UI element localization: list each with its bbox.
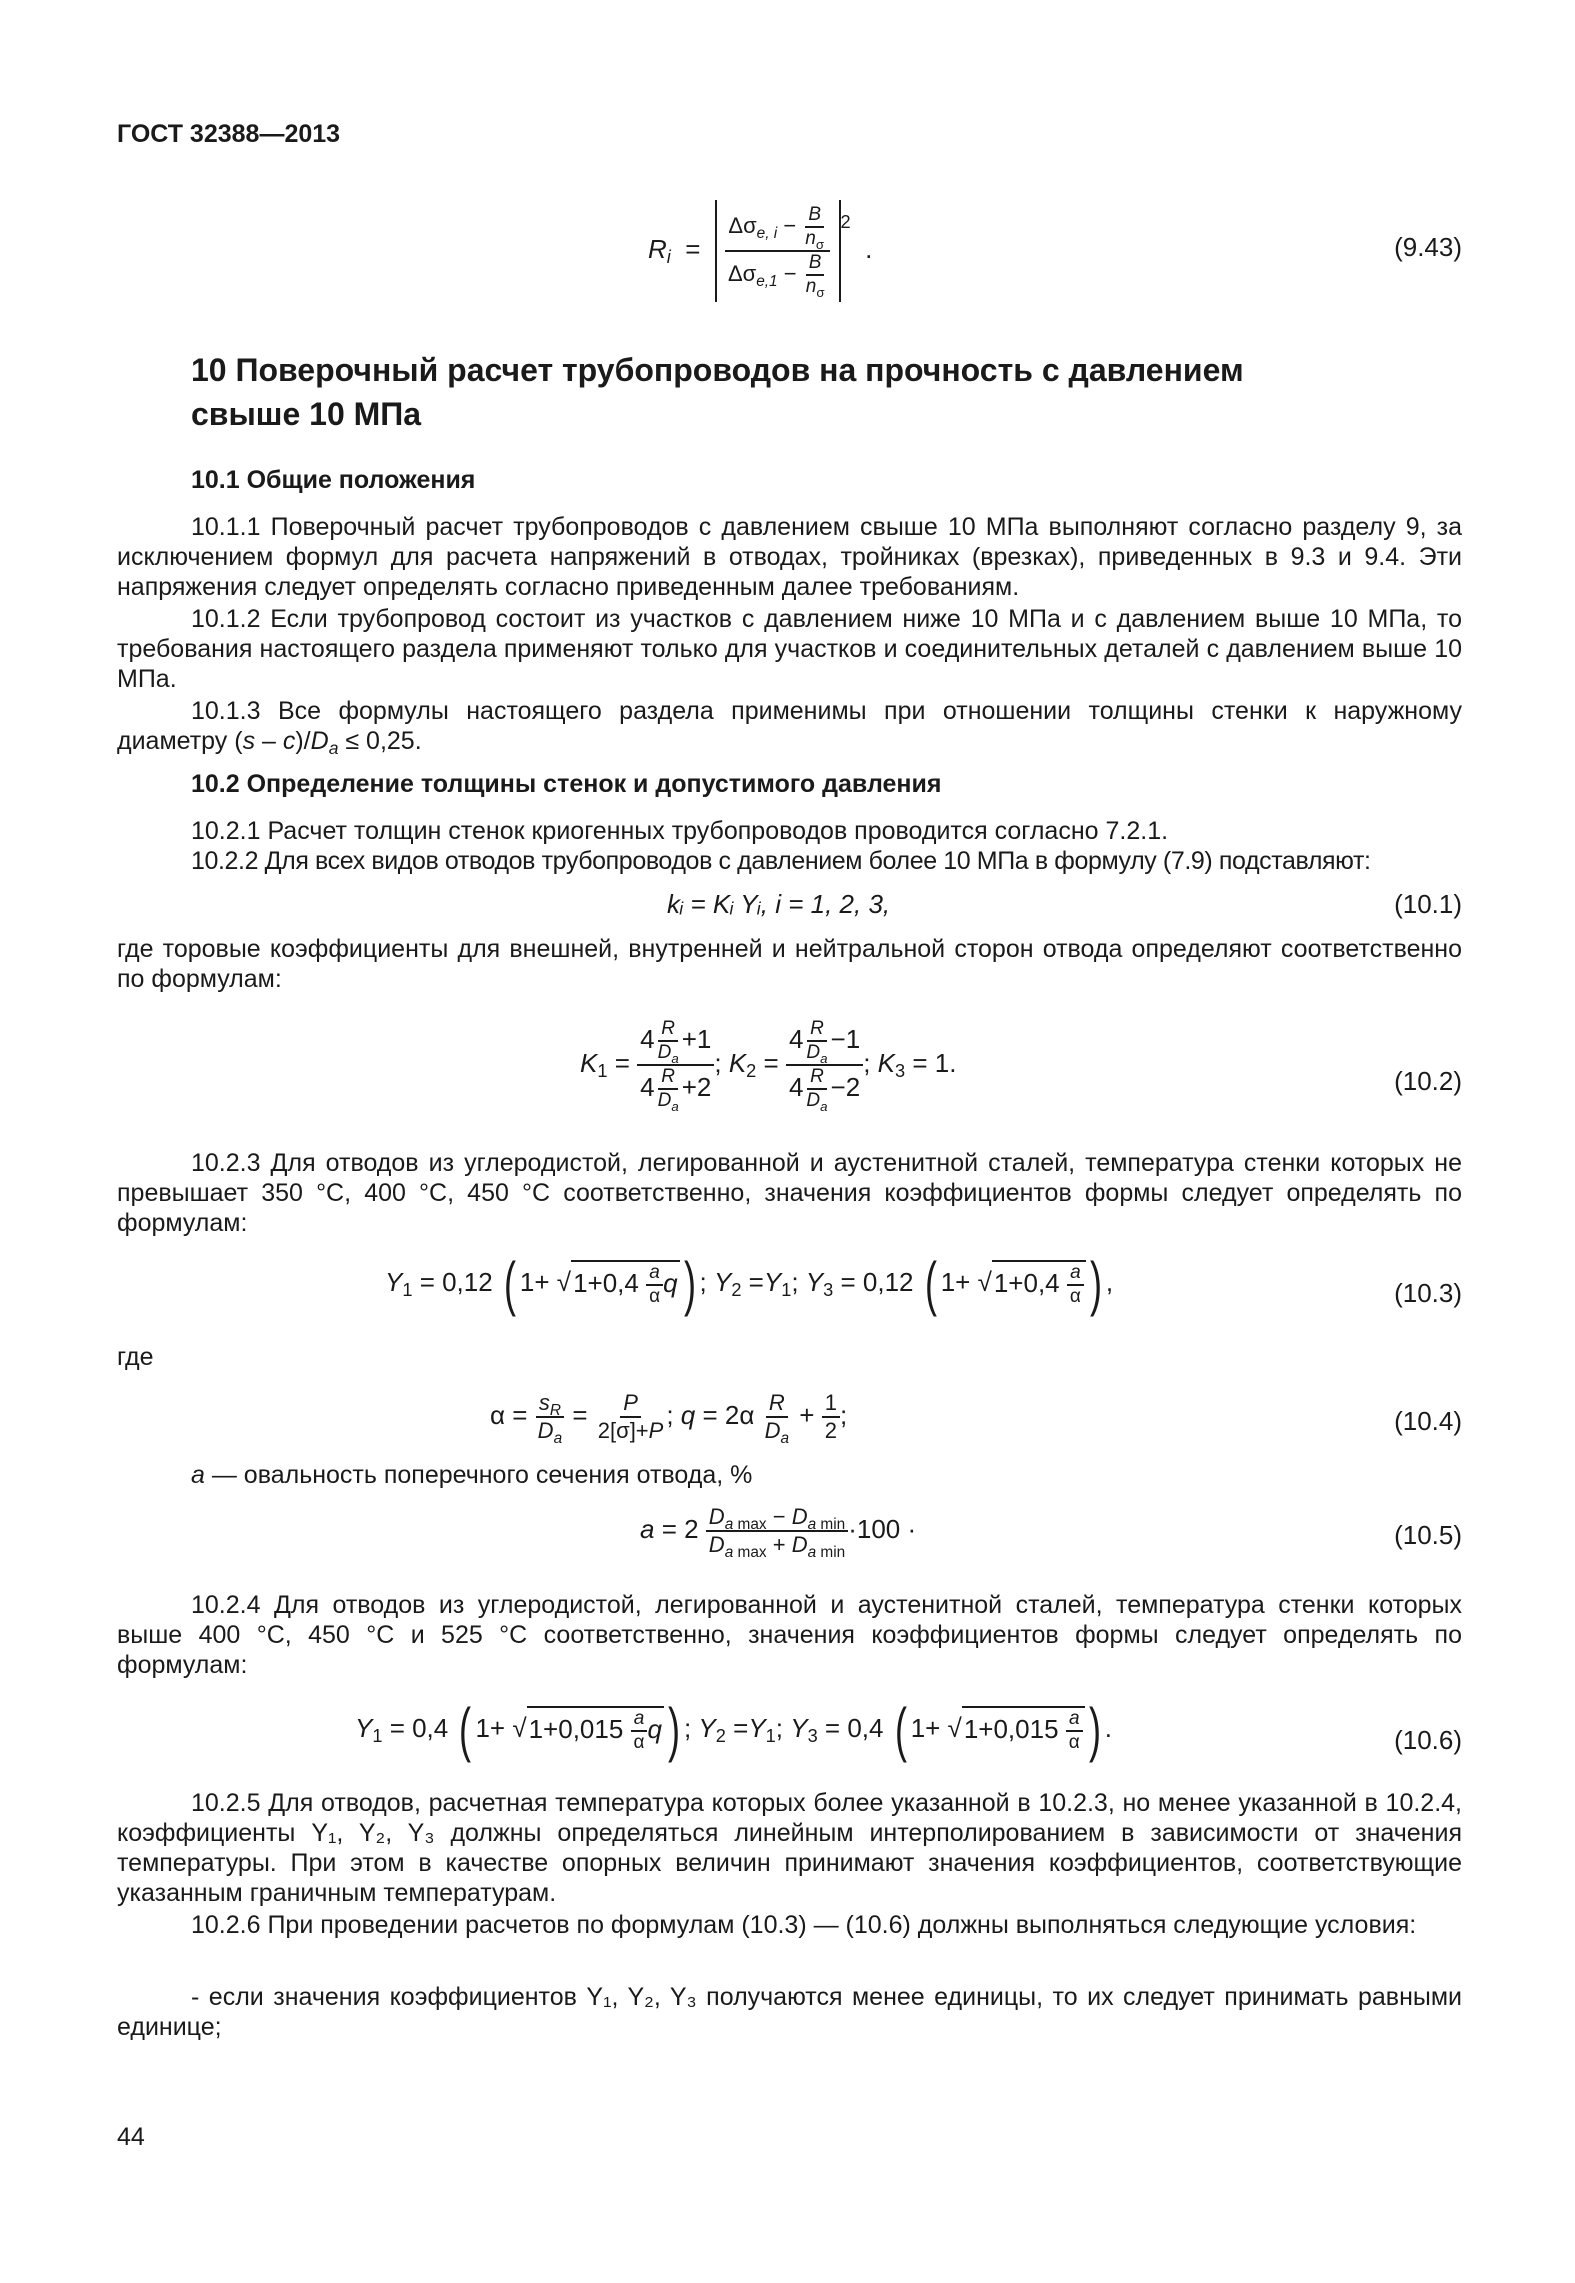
- eq943-power: 2: [840, 211, 851, 232]
- ovality-text: — овальность поперечного сечения отвода, %: [204, 1461, 753, 1489]
- heading-10-2: 10.2 Определение толщины стенок и допустимого давления: [191, 770, 942, 798]
- eq943-n: n: [805, 228, 816, 249]
- paragraph-torus-coeffs: где торовые коэффициенты для внешней, внутренней и нейтральной сторон отвода определяют соответственно по формулам:: [117, 935, 1462, 993]
- eq943-lhs-sub: i: [666, 246, 671, 267]
- eq943-lhs: R: [648, 233, 667, 264]
- eq943-n-2: n: [805, 276, 817, 297]
- paragraph-10-1-2: [117, 604, 1462, 694]
- equation-number-10-2: (10.2): [1394, 1066, 1462, 1096]
- paragraph-10-2-3: [117, 1148, 1462, 1238]
- paragraph-10-1-2-text: 10.1.2 Если трубопровод состоит из участков с давлением ниже 10 МПа и с давлением выше 10 МПа, то требования настоящего раздела применяют только для участков и соединительных деталей с давлением выше 10 МПа.: [117, 605, 1462, 693]
- p3-b: –: [255, 727, 283, 755]
- paragraph-condition-1-text: - если значения коэффициентов Y₁, Y₂, Y₃ получаются менее единицы, то их следует принимать равными единице;: [117, 1983, 1462, 2041]
- equation-10-4: α = $\frac{s_R}{D_a}$ = $\frac{P}{2[\sigma]+P}$ ; q = 2α $\frac{R}{D_a}$ + $\frac{1}{2}$ ;: [490, 1390, 848, 1447]
- eq102-k1-fraction: 4 $\frac{R}{D_a}$ +1 4 $\frac{R}{D_a}$ +2: [637, 1018, 714, 1112]
- equation-number-10-6: (10.6): [1394, 1725, 1462, 1755]
- eq943-sigma-sub-2: σ: [816, 285, 825, 300]
- equation-10-5: a = 2 $\frac{D_{a max} - D_{a min}}{D_{a max} + D_{a min}}$ ·100 ·: [640, 1504, 917, 1561]
- paragraph-10-2-6-text: 10.2.6 При проведении расчетов по формулам (10.3) — (10.6) должны выполняться следующие условия:: [191, 1911, 1417, 1939]
- p3-D: D: [310, 727, 329, 755]
- heading-10-1: 10.1 Общие положения: [191, 466, 476, 494]
- eq943-num-delta: Δσ: [728, 212, 757, 238]
- eq943-fraction: [725, 204, 831, 298]
- eq943-den-sub: e,1: [756, 272, 778, 290]
- equation-number-10-5: (10.5): [1394, 1520, 1462, 1550]
- p3-s: s: [242, 727, 256, 755]
- equation-9-43: $R_i$ = $\Delta\sigma_{e, i}$ − $\frac{B}{n_\sigma}$ $\Delta\sigma_{e,1}$ − $\frac{B}{n_\sigma}$ $^2$ .: [648, 200, 872, 302]
- p3-d: )/: [295, 727, 311, 755]
- p3-e: ≤ 0,25.: [338, 727, 422, 755]
- equation-number-9-43: (9.43): [1394, 232, 1462, 262]
- label-where: где: [117, 1343, 154, 1371]
- paragraph-10-2-1: [117, 816, 1462, 846]
- paragraph-10-2-2: [117, 846, 1462, 876]
- eq102-k2-fraction: 4 $\frac{R}{D_a}$ −1 4 $\frac{R}{D_a}$ −2: [786, 1018, 863, 1112]
- paragraph-10-2-5-text: 10.2.5 Для отводов, расчетная температура которых более указанной в 10.2.3, но менее указанной в 10.2.4, коэффициенты Y₁, Y₂, Y₃ должны определяться линейным интерполированием в зависимости от значения температуры. При этом в качестве опорных величин принимают значения коэффициентов, соответствующие указанным граничным температурам.: [117, 1789, 1462, 1907]
- section-title-line2: свыше 10 МПа: [191, 396, 422, 432]
- equation-10-6: $Y_1 = 0,4$ ( 1+ √1+0,015 $\frac{a}{\alpha}$ q) ; $Y_2 =Y_1$; $Y_3 = 0,4$ ( 1+ √1+0,015 $\frac{a}{\alpha}$ ) .: [355, 1696, 1112, 1763]
- paragraph-10-1-3: [117, 696, 1462, 756]
- eq943-B-2: B: [806, 252, 825, 276]
- paragraph-10-1-1: [117, 512, 1462, 602]
- paragraph-10-2-6: [117, 1910, 1462, 1940]
- paragraph-10-2-5: [117, 1788, 1462, 1908]
- equation-number-10-1: (10.1): [1394, 889, 1462, 919]
- page-number: 44: [117, 2123, 145, 2151]
- p3-c: c: [282, 727, 296, 755]
- paragraph-10-2-4: [117, 1590, 1462, 1680]
- p3-Dsub: a: [328, 738, 339, 758]
- eq943-minus-2: −: [783, 260, 797, 286]
- document-header: ГОСТ 32388—2013: [117, 120, 341, 148]
- paragraph-10-1-1-text: 10.1.1 Поверочный расчет трубопроводов с давлением свыше 10 МПа выполняют согласно разделу 9, за исключением формул для расчета напряжений в отводах, тройниках (врезках), приведенных в 9.3 и 9.4. Эти напряжения следует определять согласно приведенным далее требованиям.: [117, 513, 1462, 601]
- paragraph-10-2-1-text: 10.2.1 Расчет толщин стенок криогенных трубопроводов проводится согласно 7.2.1.: [191, 817, 1169, 845]
- eq943-num-sub: e, i: [756, 224, 778, 242]
- section-title-line1: 10 Поверочный расчет трубопроводов на прочность с давлением: [191, 352, 1244, 388]
- p3-a: 10.1.3 Все формулы настоящего раздела применимы при отношении толщины стенки к наружному диаметру (: [117, 697, 1462, 755]
- paragraph-condition-1: [117, 1982, 1462, 2042]
- section-title: [191, 348, 1391, 436]
- eq943-b-over-n: [802, 204, 827, 250]
- eq943-minus: −: [783, 212, 797, 238]
- equation-10-3: $Y_1 = 0,12$ ( 1+ √1+0,4 $\frac{a}{\alpha}$ q) ; $Y_2 =Y_1$; $Y_3 = 0,12$ ( 1+ √1+0,4 $\frac{a}{\alpha}$ ) ,: [385, 1250, 1114, 1317]
- paragraph-10-2-3-text: 10.2.3 Для отводов из углеродистой, легированной и аустенитной сталей, температура стенки которых не превышает 350 °C, 400 °C, 450 °C соответственно, значения коэффициентов формы следует определять по формулам:: [117, 1149, 1462, 1237]
- eq943-b-over-n-2: [803, 252, 828, 298]
- paragraph-10-2-4-text: 10.2.4 Для отводов из углеродистой, легированной и аустенитной сталей, температура стенки которых выше 400 °C, 450 °C и 525 °C соответственно, значения коэффициентов формы следует определять по формулам:: [117, 1591, 1462, 1679]
- equation-10-1: kᵢ = Kᵢ Yᵢ, i = 1, 2, 3,: [667, 889, 891, 919]
- equation-number-10-3: (10.3): [1394, 1278, 1462, 1308]
- equation-number-10-4: (10.4): [1394, 1406, 1462, 1436]
- eq943-den-delta: Δσ: [727, 260, 757, 286]
- ovality-a: a: [191, 1461, 205, 1489]
- eq943-B: B: [805, 204, 824, 228]
- paragraph-ovality: [191, 1460, 1461, 1490]
- paragraph-10-2-2-text: 10.2.2 Для всех видов отводов трубопроводов с давлением более 10 МПа в формулу (7.9) подставляют:: [191, 847, 1371, 875]
- equation-10-2: $K_1$ = 4 $\frac{R}{D_a}$ +1 4 $\frac{R}{D_a}$ +2 ; $K_2$ = 4 $\frac{R}{D_a}$ −1 4 $\frac{R}{D_a}$ −2 ; $K_3 = 1$.: [580, 1018, 957, 1114]
- eq943-sigma-sub: σ: [815, 237, 825, 252]
- eq943-brackets: [715, 200, 841, 302]
